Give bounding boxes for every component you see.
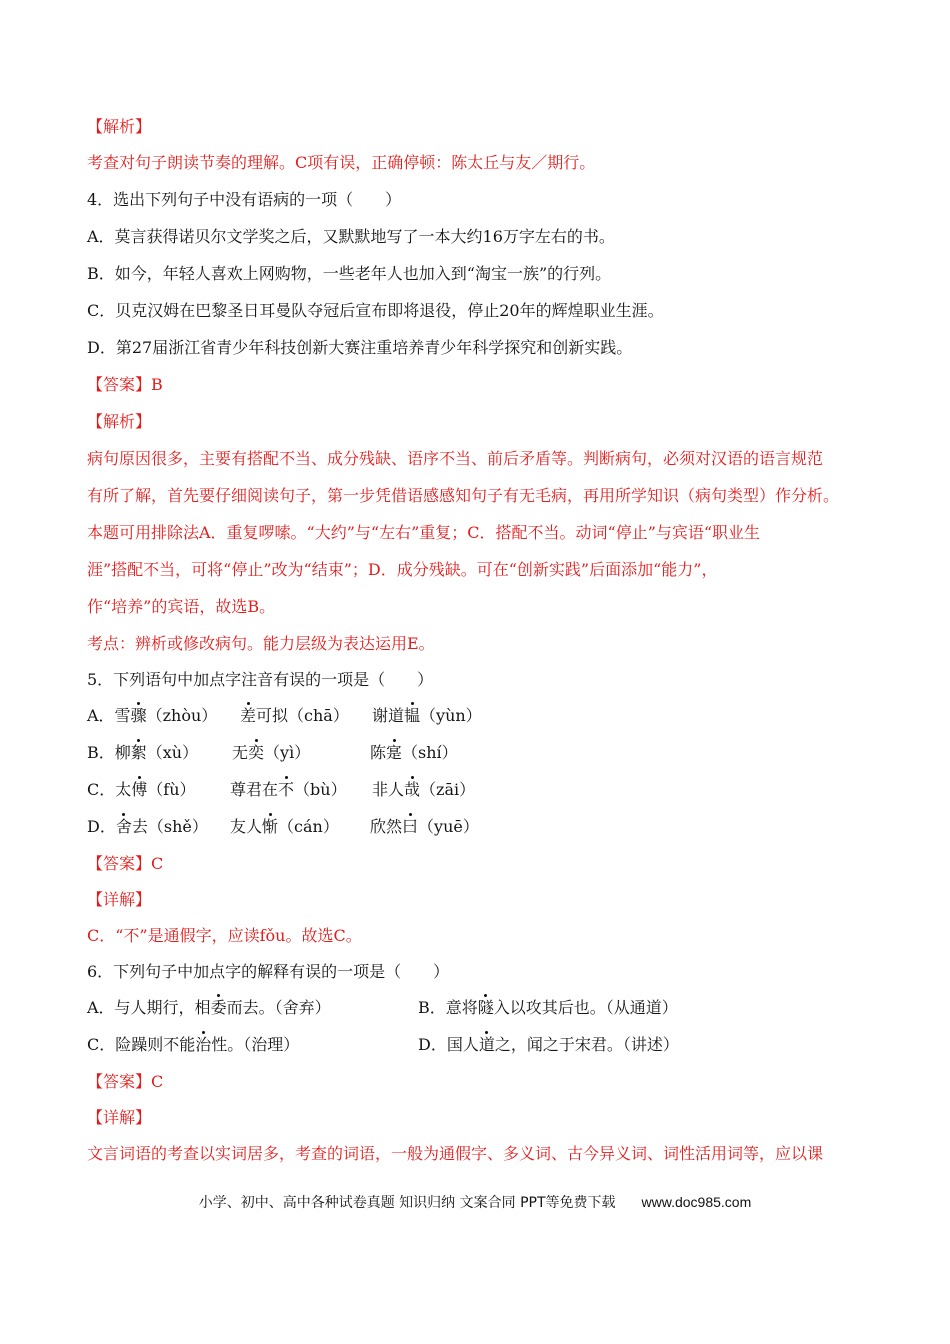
- page-footer: [0, 1192, 950, 1213]
- analysis-4-line-2: 有所了解，首先要仔细阅读句子，第一步凭借语感感知句子有无毛病，再用所学知识（病句类型）作分析。: [87, 486, 840, 505]
- q6-option-b: B．意将隧入以攻其后也。（从通道）: [418, 998, 678, 1017]
- analysis-4-line-3: 本题可用排除法A．重复啰嗦。“大约”与“左右”重复；C．搭配不当。动词“停止”与宾语“职业生: [87, 523, 761, 542]
- answer-5: 【答案】C: [87, 854, 164, 873]
- q5-d-item-1: D．舍去（shě）: [87, 817, 208, 836]
- q5-d-item-2: 友人惭（cán）: [230, 817, 339, 836]
- answer-6: 【答案】C: [87, 1072, 164, 1091]
- q5-d-item-3: 欣然曰（yuē）: [370, 817, 479, 836]
- analysis-4-line-5: 作“培养”的宾语，故选B。: [87, 597, 276, 616]
- footer-text: 小学、初中、高中各种试卷真题 知识归纳 文案合同 PPT等免费下载: [198, 1195, 616, 1211]
- analysis-heading: 【解析】: [87, 117, 152, 136]
- footer-site-link[interactable]: www.doc985.com: [641, 1194, 752, 1210]
- analysis-4-heading: 【解析】: [87, 412, 152, 431]
- question-5: 5．下列语句中加点字注音有误的一项是（ ）: [87, 670, 434, 689]
- question-4-option-a: A．莫言获得诺贝尔文学奖之后，又默默地写了一本大约16万字左右的书。: [87, 227, 615, 246]
- q5-b-item-2: 无奕（yì）: [232, 743, 311, 762]
- q6-option-d: D．国人道之，闻之于宋君。（讲述）: [418, 1035, 679, 1054]
- analysis-4-line-6: 考点：辨析或修改病句。能力层级为表达运用E。: [87, 634, 435, 653]
- question-4-option-b: B．如今，年轻人喜欢上网购物，一些老年人也加入到“淘宝一族”的行列。: [87, 264, 612, 283]
- q5-c-item-3: 非人哉（zāi）: [372, 780, 476, 799]
- q5-c-item-1: C．太傅（fù）: [87, 780, 196, 799]
- detail-6-text: 文言词语的考查以实词居多，考查的词语，一般为通假字、多义词、古今异义词、词性活用词等，应以课: [87, 1144, 824, 1163]
- q5-b-item-1: B．柳絮（xù）: [87, 743, 199, 762]
- q6-option-a: A．与人期行，相委而去。（舍弃）: [87, 998, 331, 1017]
- question-4: 4．选出下列句子中没有语病的一项（ ）: [87, 190, 402, 209]
- q5-c-item-2: 尊君在不（bù）: [230, 780, 347, 799]
- question-4-option-c: C．贝克汉姆在巴黎圣日耳曼队夺冠后宣布即将退役，停止20年的辉煌职业生涯。: [87, 301, 664, 320]
- answer-4: 【答案】B: [87, 375, 163, 394]
- q6-option-c: C．险躁则不能治性。（治理）: [87, 1035, 300, 1054]
- detail-5-heading: 【详解】: [87, 890, 152, 909]
- q5-b-item-3: 陈寔（shí）: [370, 743, 458, 762]
- detail-5-text: C．“不”是通假字，应读fǒu。故选C。: [87, 926, 362, 945]
- analysis-text: 考查对句子朗读节奏的理解。C项有误，正确停顿：陈太丘与友／期行。: [87, 153, 596, 172]
- q5-a-item-3: 谢道韫（yùn）: [372, 706, 482, 725]
- question-4-option-d: D．第27届浙江省青少年科技创新大赛注重培养青少年科学探究和创新实践。: [87, 338, 633, 357]
- question-6: 6．下列句子中加点字的解释有误的一项是（ ）: [87, 962, 450, 981]
- analysis-4-line-1: 病句原因很多，主要有搭配不当、成分残缺、语序不当、前后矛盾等。判断病句，必须对汉语的语言规范: [87, 449, 824, 468]
- q5-a-item-1: A．雪骤（zhòu）: [87, 706, 218, 725]
- analysis-4-line-4: 涯”搭配不当，可将“停止”改为“结束”；D．成分残缺。可在“创新实践”后面添加“能力”，: [87, 560, 718, 579]
- detail-6-heading: 【详解】: [87, 1108, 152, 1127]
- q5-a-item-2: 差可拟（chā）: [240, 706, 349, 725]
